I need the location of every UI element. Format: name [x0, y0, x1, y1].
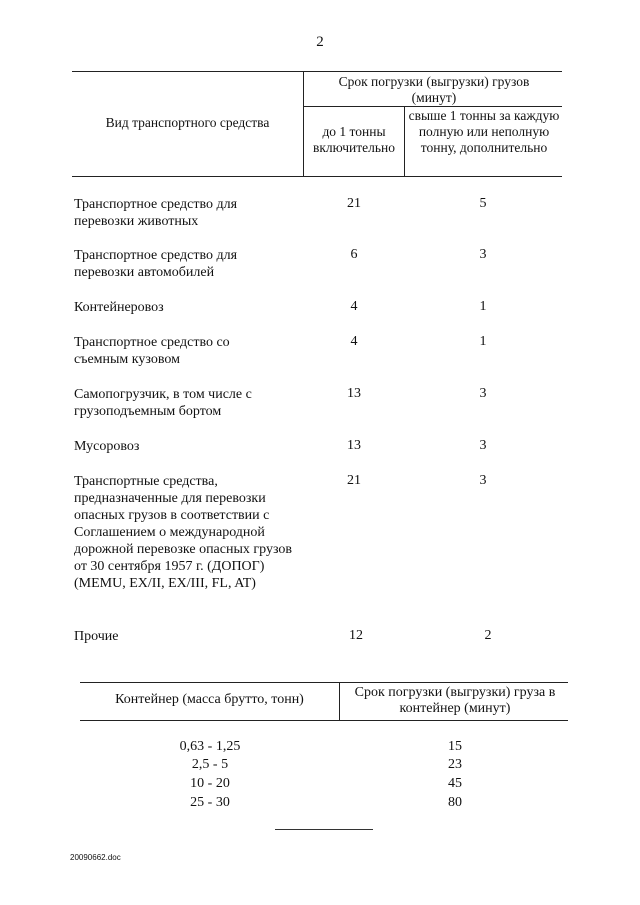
table1-subheader-rule [303, 106, 562, 107]
container-time: 45 [448, 776, 462, 791]
header-container-mass: Контейнер (масса брутто, тонн) [115, 692, 304, 707]
row-label: Прочие [74, 629, 119, 644]
page-number: 2 [316, 34, 324, 50]
row-value-over-one: 3 [479, 386, 487, 401]
row-value-up-to-one: 13 [347, 438, 361, 453]
container-mass: 10 - 20 [190, 776, 230, 791]
row-value-over-one: 5 [479, 196, 487, 211]
row-value-up-to-one: 12 [349, 628, 363, 643]
row-label: Транспортное средство со съемным кузовом [74, 335, 230, 367]
table1-top-rule [72, 71, 562, 72]
container-mass: 2,5 - 5 [191, 757, 229, 772]
container-mass: 0,63 - 1,25 [179, 739, 241, 754]
row-value-up-to-one: 21 [347, 196, 361, 211]
header-up-to-one-ton: до 1 тонны включительно [312, 124, 395, 155]
row-label: Транспортные средства, предназначенные для перевозки опасных грузов в соответствии с Соглашением о международной дорожной перевозке опасных грузов от 30 сентября 1957 г. (ДОПОГ) (MEMU, EX/II, EX/III, FL, AT) [74, 474, 292, 591]
row-label: Мусоровоз [74, 439, 140, 454]
header-vehicle-type: Вид транспортного средства [105, 115, 270, 130]
container-time: 15 [448, 739, 462, 754]
row-label: Контейнеровоз [74, 300, 164, 315]
row-value-up-to-one: 4 [350, 334, 358, 349]
row-value-over-one: 1 [479, 299, 487, 314]
header-over-one-ton: свыше 1 тонны за каждую полную или неполную тонну, дополнительно [408, 108, 560, 155]
table1-header-bottom-rule [72, 176, 562, 177]
row-value-over-one: 3 [479, 473, 487, 488]
table2-top-rule [80, 682, 568, 683]
row-label: Транспортное средство для перевозки животных [74, 197, 238, 229]
row-value-up-to-one: 13 [347, 386, 361, 401]
container-time: 80 [448, 795, 462, 810]
header-container-loading-time: Срок погрузки (выгрузки) груза в контейнер (минут) [354, 685, 556, 716]
table1-subheader-divider [404, 106, 405, 176]
row-label: Самопогрузчик, в том числе с грузоподъемным бортом [74, 387, 252, 419]
table2-header-bottom-rule [80, 720, 568, 721]
header-loading-time: Срок погрузки (выгрузки) грузов (минут) [338, 74, 530, 105]
row-value-over-one: 2 [484, 628, 492, 643]
row-value-over-one: 1 [479, 334, 487, 349]
container-time: 23 [448, 757, 462, 772]
table1-header-divider [303, 71, 304, 176]
document-code: 20090662.doc [70, 853, 121, 862]
row-label: Транспортное средство для перевозки автомобилей [74, 248, 238, 280]
row-value-up-to-one: 4 [350, 299, 358, 314]
row-value-over-one: 3 [479, 247, 487, 262]
table2-header-divider [339, 682, 340, 720]
row-value-over-one: 3 [479, 438, 487, 453]
row-value-up-to-one: 6 [350, 247, 358, 262]
end-rule [275, 829, 373, 830]
container-mass: 25 - 30 [190, 795, 230, 810]
row-value-up-to-one: 21 [347, 473, 361, 488]
